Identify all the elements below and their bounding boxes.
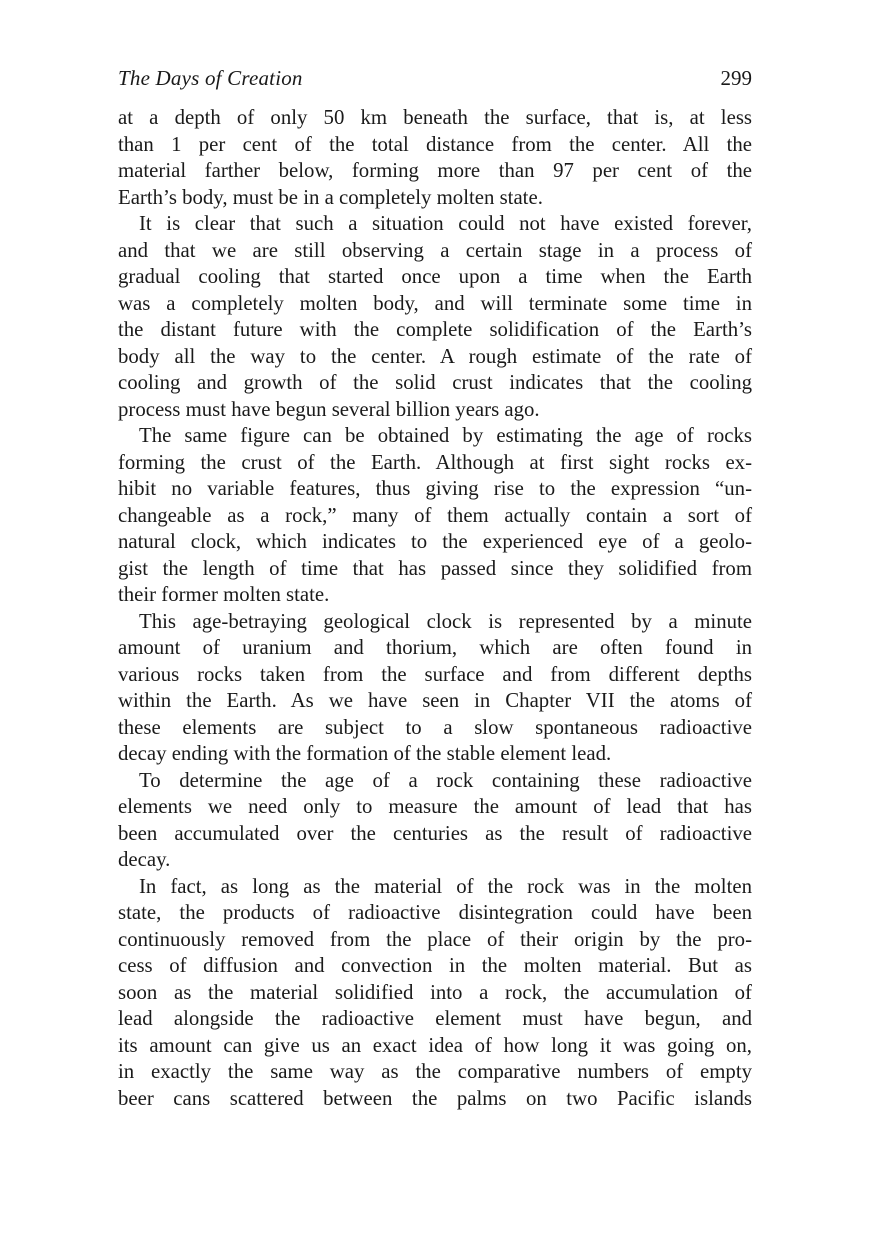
text-line: body all the way to the center. A rough estimate of the rate of xyxy=(118,344,752,368)
text-line: within the Earth. As we have seen in Chapter VII the atoms of xyxy=(118,689,752,712)
text-line: and that we are still observing a certain stage in a process of xyxy=(118,238,752,262)
text-line: their former molten state. xyxy=(118,583,330,606)
text-line: lead alongside the radioactive element must have begun, and xyxy=(118,1007,752,1030)
text-line: decay ending with the formation of the stable element lead. xyxy=(118,742,612,765)
text-line: was a completely molten body, and will terminate some time in xyxy=(118,291,752,315)
text-line: material farther below, forming more than 97 per cent of the xyxy=(118,159,752,182)
text-line: its amount can give us an exact idea of how long it was going on, xyxy=(118,1033,752,1057)
text-line: amount of uranium and thorium, which are often found in xyxy=(118,636,752,659)
text-line: been accumulated over the centuries as the result of radioactive xyxy=(118,821,752,845)
text-line: at a depth of only 50 km beneath the surface, that is, at less xyxy=(118,106,752,129)
text-line: changeable as a rock,” many of them actually contain a sort of xyxy=(118,503,752,527)
text-line: natural clock, which indicates to the experienced eye of a geolo- xyxy=(118,530,752,553)
text-line: hibit no variable features, thus giving rise to the expression “un- xyxy=(118,477,752,500)
text-line: cess of diffusion and convection in the molten material. But as xyxy=(118,954,752,977)
text-line: elements we need only to measure the amount of lead that has xyxy=(118,795,752,818)
text-line: continuously removed from the place of their origin by the pro- xyxy=(118,927,752,951)
text-line: forming the crust of the Earth. Although at first sight rocks ex- xyxy=(118,450,752,474)
running-title: The Days of Creation xyxy=(118,66,303,90)
text-line: The same figure can be obtained by estimating the age of rocks xyxy=(139,424,752,447)
running-head xyxy=(118,66,752,94)
text-line: decay. xyxy=(118,848,171,871)
text-line: To determine the age of a rock containing these radioactive xyxy=(139,768,752,792)
text-line: in exactly the same way as the comparative numbers of empty xyxy=(118,1060,752,1083)
text-line: than 1 per cent of the total distance from the center. All the xyxy=(118,132,752,156)
text-line: the distant future with the complete solidification of the Earth’s xyxy=(118,318,752,341)
page-number: 299 xyxy=(720,66,752,90)
text-line: gradual cooling that started once upon a time when the Earth xyxy=(118,265,752,288)
text-line: beer cans scattered between the palms on two Pacific islands xyxy=(118,1086,752,1110)
text-line: soon as the material solidified into a rock, the accumulation of xyxy=(118,980,752,1004)
text-line: these elements are subject to a slow spontaneous radioactive xyxy=(118,715,752,739)
text-line: It is clear that such a situation could not have existed forever, xyxy=(139,212,752,235)
text-line: various rocks taken from the surface and from different depths xyxy=(118,662,752,686)
body-text xyxy=(118,105,752,1112)
text-line: process must have begun several billion years ago. xyxy=(118,397,540,421)
text-line: In fact, as long as the material of the rock was in the molten xyxy=(139,874,752,898)
text-line: This age-betraying geological clock is represented by a minute xyxy=(139,609,752,633)
text-line: cooling and growth of the solid crust indicates that the cooling xyxy=(118,371,752,394)
text-line: gist the length of time that has passed since they solidified from xyxy=(118,556,752,580)
text-line: Earth’s body, must be in a completely molten state. xyxy=(118,185,543,209)
text-line: state, the products of radioactive disintegration could have been xyxy=(118,901,752,924)
